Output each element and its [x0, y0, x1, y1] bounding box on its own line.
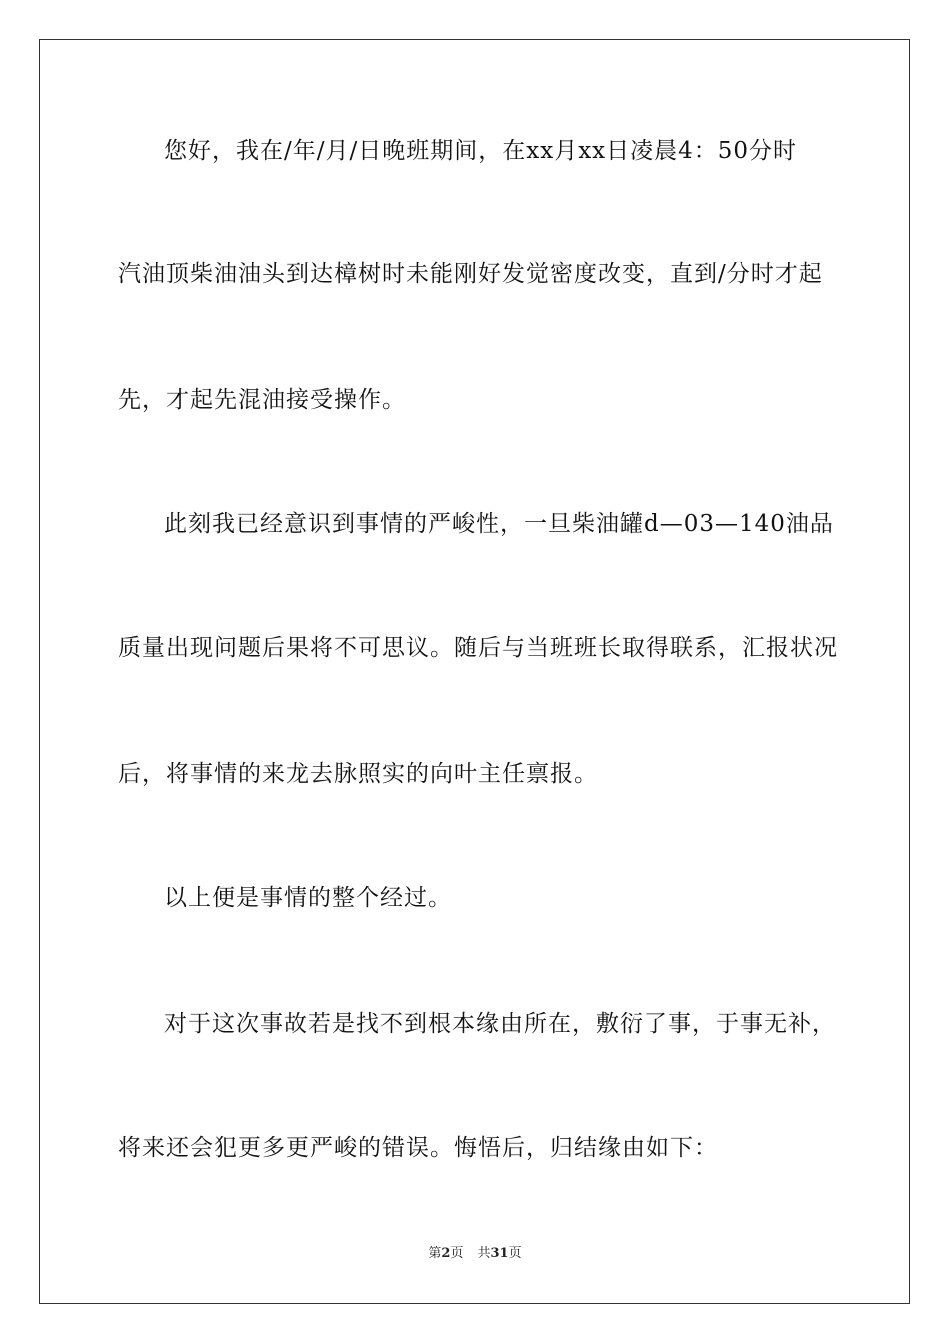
total-pages: 31 [490, 1246, 509, 1261]
text-line-9: 将来还会犯更多更严峻的错误。悔悟后，归结缘由如下： [118, 1135, 718, 1161]
total-suffix: 页 [508, 1246, 522, 1261]
page-border [39, 39, 910, 1304]
page-number: 2 [441, 1246, 451, 1261]
text-line-6: 后，将事情的来龙去脉照实的向叶主任禀报。 [118, 761, 598, 787]
page-suffix: 页 [450, 1246, 464, 1261]
text-line-2: 汽油顶柴油油头到达樟树时未能刚好发觉密度改变，直到/分时才起 [118, 261, 823, 287]
text-line-7: 以上便是事情的整个经过。 [164, 885, 452, 911]
text-line-5: 质量出现问题后果将不可思议。随后与当班班长取得联系，汇报状况 [118, 635, 838, 661]
total-prefix: 共 [477, 1246, 491, 1261]
text-line-3: 先，才起先混油接受操作。 [118, 387, 406, 413]
text-line-1: 您好，我在/年/月/日晚班期间，在xx月xx日凌晨4：50分时 [164, 138, 798, 164]
text-line-8: 对于这次事故若是找不到根本缘由所在，敷衍了事，于事无补， [164, 1011, 836, 1037]
page-footer [0, 1244, 950, 1264]
text-line-4: 此刻我已经意识到事情的严峻性，一旦柴油罐d—03—140油品 [164, 511, 834, 537]
page-prefix: 第 [428, 1246, 442, 1261]
